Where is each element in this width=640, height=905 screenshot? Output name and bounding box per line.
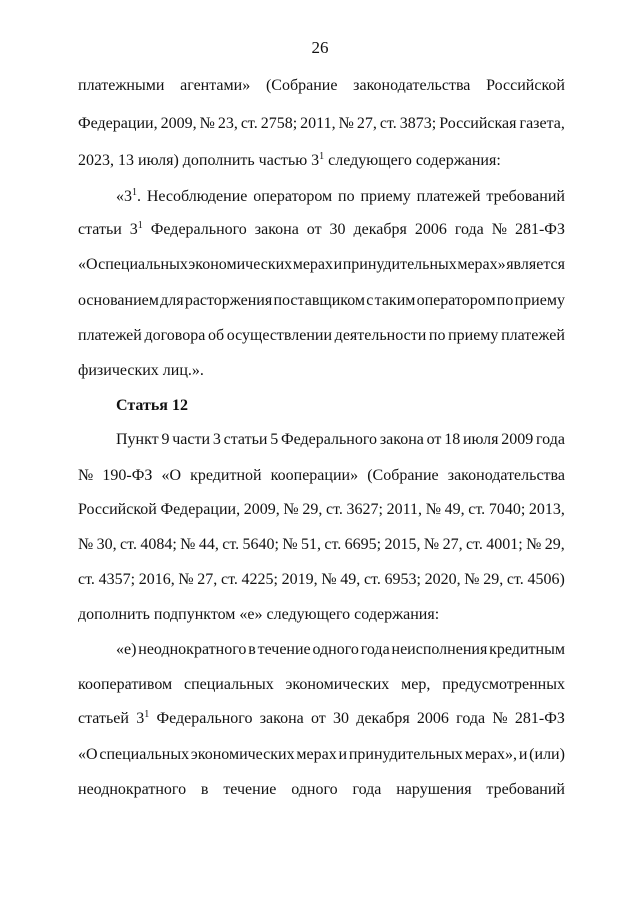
word: от	[306, 221, 322, 238]
word: №	[423, 536, 440, 553]
word: №	[321, 571, 337, 588]
word: 51,	[301, 536, 321, 553]
word: специальных	[183, 676, 274, 693]
word: 2006	[416, 710, 449, 727]
word: 7040;	[488, 501, 526, 518]
para-2-line-2	[78, 220, 565, 240]
para-4-line-3	[78, 709, 565, 729]
word: 9	[161, 431, 170, 448]
word: Федерального	[281, 431, 378, 448]
word: газета,	[519, 115, 565, 132]
word: и	[333, 256, 343, 273]
word: мерах	[292, 256, 334, 273]
word: платежей	[78, 327, 142, 344]
word: №	[78, 467, 94, 484]
word: Российская	[439, 115, 517, 132]
word: ст.	[468, 501, 486, 518]
word: 5640;	[242, 536, 279, 553]
word: мерах	[296, 746, 337, 763]
word: 18	[444, 431, 461, 448]
word: оператором	[416, 292, 496, 309]
word: одного	[291, 781, 338, 798]
word: «О	[161, 467, 181, 484]
word: с	[366, 292, 374, 309]
text-run: .	[137, 188, 141, 205]
word: Федерации,	[78, 115, 158, 132]
word: 2009,	[243, 501, 280, 518]
word: 29,	[483, 571, 504, 588]
superscript: 1	[319, 151, 325, 162]
word: 27,	[356, 115, 377, 132]
word: кредитной	[190, 467, 262, 484]
word: мерах»	[457, 256, 506, 273]
word: статьи	[223, 431, 268, 448]
word: 281-ФЗ	[514, 221, 565, 238]
text-run: следующего содержания:	[324, 152, 501, 169]
para-3-line-4	[78, 535, 565, 555]
word: (Собрание	[367, 467, 439, 484]
word: ст.	[506, 571, 524, 588]
word: мерах»,	[464, 746, 518, 763]
word: принудительных	[348, 746, 463, 763]
word: платежей	[501, 327, 565, 344]
word: года	[536, 431, 565, 448]
word: 5	[270, 431, 279, 448]
word: Российской	[486, 77, 565, 94]
word: приему	[514, 292, 565, 309]
para-1-line-1	[78, 76, 565, 96]
word: неоднократного	[138, 641, 247, 658]
word: №	[491, 221, 507, 238]
word: является	[506, 256, 565, 273]
para-3-line-5	[78, 570, 565, 590]
word: в	[200, 781, 209, 798]
para-4-line-4	[78, 745, 565, 765]
word: закона	[254, 221, 299, 238]
word: 4225;	[241, 571, 278, 588]
word: по	[428, 327, 446, 344]
word: Федерации,	[160, 501, 241, 518]
word: поставщиком	[273, 292, 366, 309]
word: ст.	[379, 115, 397, 132]
word: 29,	[544, 536, 565, 553]
word: части	[172, 431, 211, 448]
para-2-line-3	[78, 255, 565, 275]
word: ст.	[240, 115, 258, 132]
word: 2009,	[160, 115, 197, 132]
word: экономических	[190, 746, 295, 763]
word: неисполнения	[391, 641, 488, 658]
word: 44,	[198, 536, 219, 553]
word: мер,	[401, 676, 431, 693]
word: 30,	[96, 536, 117, 553]
word: 2019,	[281, 571, 318, 588]
word: экономических	[188, 256, 293, 273]
para-2-line-1	[116, 187, 565, 207]
word: года	[352, 781, 382, 798]
text-run: 3	[129, 221, 138, 238]
word: года	[454, 221, 484, 238]
word: 4506)	[527, 571, 565, 588]
page-number: 26	[311, 38, 329, 57]
word: 29,	[302, 501, 323, 518]
word: кредитным	[489, 641, 565, 658]
superscript: 1	[132, 187, 137, 198]
word: принудительных	[342, 256, 457, 273]
word: декабря	[356, 710, 410, 727]
word: 3873;	[399, 115, 437, 132]
word: статьи	[78, 221, 122, 238]
text-run: 3	[136, 710, 145, 727]
word: 2016,	[138, 571, 175, 588]
word: одного	[312, 641, 359, 658]
para-3-line-1	[116, 430, 565, 450]
word: «е)	[116, 641, 137, 658]
article-heading: Статья 12	[116, 397, 188, 414]
word: 2011,	[386, 501, 423, 518]
para-1-line-3	[78, 151, 565, 171]
word: платежными	[78, 77, 165, 94]
word: №	[282, 536, 298, 553]
superscript: 1	[144, 709, 150, 720]
word: требований	[486, 188, 565, 205]
para-4-line-2	[78, 675, 565, 695]
word: таким	[374, 292, 416, 309]
word	[136, 709, 149, 729]
word: закона	[379, 431, 424, 448]
word: ст.	[325, 501, 343, 518]
word: №	[199, 115, 215, 132]
text-run: «3	[116, 188, 132, 205]
word: 6953;	[384, 571, 421, 588]
word: (Собрание	[265, 77, 338, 94]
word: 3627;	[346, 501, 383, 518]
word: расторжения	[184, 292, 273, 309]
word: ст.	[120, 536, 137, 553]
word: 4001;	[486, 536, 523, 553]
word: статьей	[78, 710, 129, 727]
word: 4084;	[140, 536, 177, 553]
word: (или)	[529, 746, 565, 763]
word: осуществлении	[226, 327, 333, 344]
para-3-line-6: дополнить подпунктом «е» следующего содержания:	[78, 606, 440, 623]
word: для	[160, 292, 184, 309]
word: 23,	[217, 115, 238, 132]
word: №	[425, 501, 441, 518]
word: 2011,	[300, 115, 336, 132]
word: года	[456, 710, 486, 727]
para-2-line-6: физических лиц.».	[78, 362, 204, 379]
word: года	[360, 641, 390, 658]
para-1-line-2	[78, 114, 565, 134]
word: основанием	[78, 292, 159, 309]
word: 4357;	[98, 571, 136, 588]
word: платежей	[416, 188, 481, 205]
word: неоднократного	[78, 781, 187, 798]
word: 2006	[414, 221, 447, 238]
word: №	[180, 536, 196, 553]
word: 30	[329, 221, 346, 238]
word: №	[526, 536, 542, 553]
text-run: 2023, 13 июля) дополнить частью 3	[78, 152, 320, 169]
word: экономических	[285, 676, 390, 693]
word: №	[78, 536, 94, 553]
word: №	[338, 115, 354, 132]
word: 27,	[442, 536, 463, 553]
word: по	[496, 292, 514, 309]
word: 6695;	[344, 536, 382, 553]
word: специальных	[98, 256, 188, 273]
word: №	[178, 571, 194, 588]
word: «О	[78, 746, 98, 763]
word: деятельности	[334, 327, 427, 344]
word: июля	[462, 431, 499, 448]
word: специальных	[99, 746, 190, 763]
superscript: 1	[137, 220, 143, 231]
word: декабря	[353, 221, 407, 238]
word: 190-ФЗ	[102, 467, 153, 484]
word: об	[207, 327, 225, 344]
word: течение	[223, 781, 277, 798]
word: предусмотренных	[442, 676, 565, 693]
word: 2758;	[260, 115, 298, 132]
word: по	[338, 188, 355, 205]
word: 3	[212, 431, 221, 448]
word: приему	[360, 188, 411, 205]
word: закона	[259, 710, 304, 727]
word: ст.	[324, 536, 342, 553]
word: законодательства	[447, 467, 565, 484]
word: Российской	[78, 501, 157, 518]
word: ст.	[220, 571, 238, 588]
para-3-line-2	[78, 466, 565, 486]
word: ст.	[78, 571, 95, 588]
word: требований	[486, 781, 565, 798]
word: кооперации»	[270, 467, 359, 484]
word: ст.	[222, 536, 240, 553]
word: 30	[333, 710, 350, 727]
word: 49,	[444, 501, 465, 518]
word	[130, 220, 143, 240]
word: оператором	[253, 188, 333, 205]
para-2-line-4	[78, 291, 565, 311]
word: «О	[78, 256, 98, 273]
word: в	[248, 641, 256, 658]
word: кооперативом	[78, 676, 173, 693]
para-4-line-1	[116, 640, 565, 660]
word: нарушения	[396, 781, 472, 798]
word: Федерального	[150, 221, 247, 238]
word: №	[492, 710, 508, 727]
word: 27,	[197, 571, 218, 588]
word: агентами»	[180, 77, 251, 94]
word: договора	[144, 327, 206, 344]
word: 2009	[501, 431, 534, 448]
word: 2013,	[528, 501, 565, 518]
word: Несоблюдение	[146, 188, 248, 205]
word: №	[283, 501, 299, 518]
word: ст.	[363, 571, 381, 588]
word: течение	[257, 641, 311, 658]
para-4-line-5	[78, 780, 565, 800]
word: от	[311, 710, 326, 727]
word: от	[426, 431, 442, 448]
word: законодательства	[353, 77, 471, 94]
word: 49,	[340, 571, 361, 588]
word: 2020,	[424, 571, 461, 588]
word: и	[338, 746, 348, 763]
word: 281-ФЗ	[514, 710, 565, 727]
para-2-line-5	[78, 326, 565, 346]
word: ст.	[465, 536, 483, 553]
word: и	[518, 746, 528, 763]
word: приему	[448, 327, 499, 344]
para-3-line-3	[78, 500, 565, 520]
word	[116, 187, 141, 207]
word: Пункт	[116, 431, 159, 448]
word: 2015,	[384, 536, 421, 553]
word: Федерального	[156, 710, 253, 727]
word: №	[464, 571, 480, 588]
